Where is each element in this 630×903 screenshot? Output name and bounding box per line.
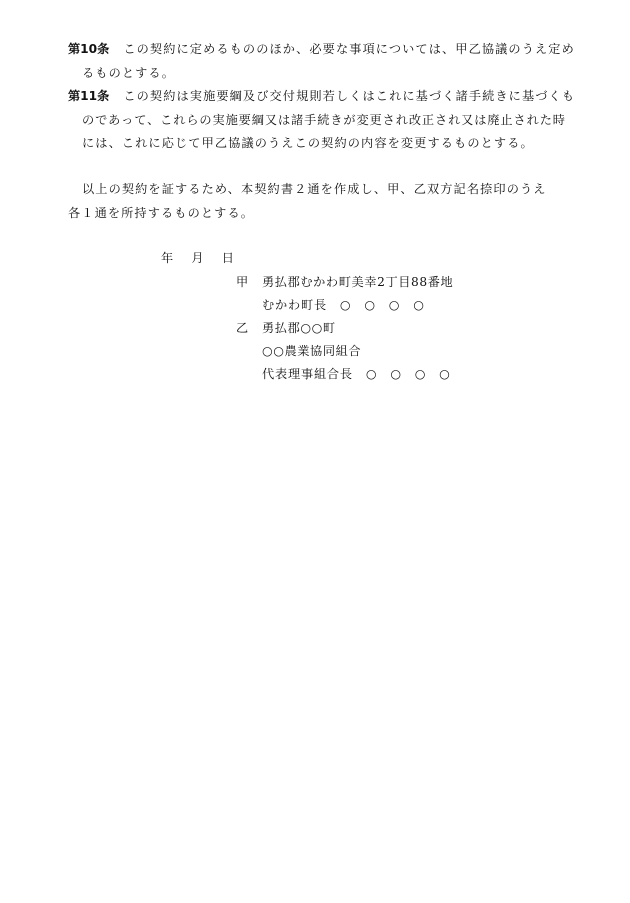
party-b-organization: ○○農業協同組合 xyxy=(262,344,362,358)
party-a-mark: 甲 xyxy=(236,275,250,289)
party-b-address: 勇払郡○○町 xyxy=(262,321,336,335)
article-11-text-1: この契約は実施要綱及び交付規則若しくはこれに基づく諸手続きに基づくも xyxy=(123,89,576,103)
article-10-line-2: るものとする。 xyxy=(82,66,176,80)
article-10-line-1 xyxy=(68,41,575,57)
article-11-line-3: には、これに応じて甲乙協議のうえこの契約の内容を変更するものとする。 xyxy=(82,136,534,150)
party-b-signatory: 代表理事組合長 ○ ○ ○ ○ xyxy=(262,367,451,381)
party-a-address: 勇払郡むかわ町美幸2丁目88番地 xyxy=(262,275,454,289)
article-10-heading: 第10条 xyxy=(68,42,110,56)
closing-line-1: 以上の契約を証するため、本契約書２通を作成し、甲、乙双方記名捺印のうえ xyxy=(82,182,547,196)
article-11-heading: 第11条 xyxy=(68,89,110,103)
party-a-signatory: むかわ町長 ○ ○ ○ ○ xyxy=(262,298,425,312)
article-11-line-2: のであって、これらの実施要綱又は諸手続きが変更され改正され又は廃止された時 xyxy=(82,113,566,127)
article-10-text-1: この契約に定めるもののほか、必要な事項については、甲乙協議のうえ定め xyxy=(123,42,575,56)
closing-line-2: 各１通を所持するものとする。 xyxy=(68,206,255,220)
date-line: 年 月 日 xyxy=(161,251,237,265)
party-b-mark: 乙 xyxy=(236,321,250,335)
article-11-line-1 xyxy=(68,88,575,104)
